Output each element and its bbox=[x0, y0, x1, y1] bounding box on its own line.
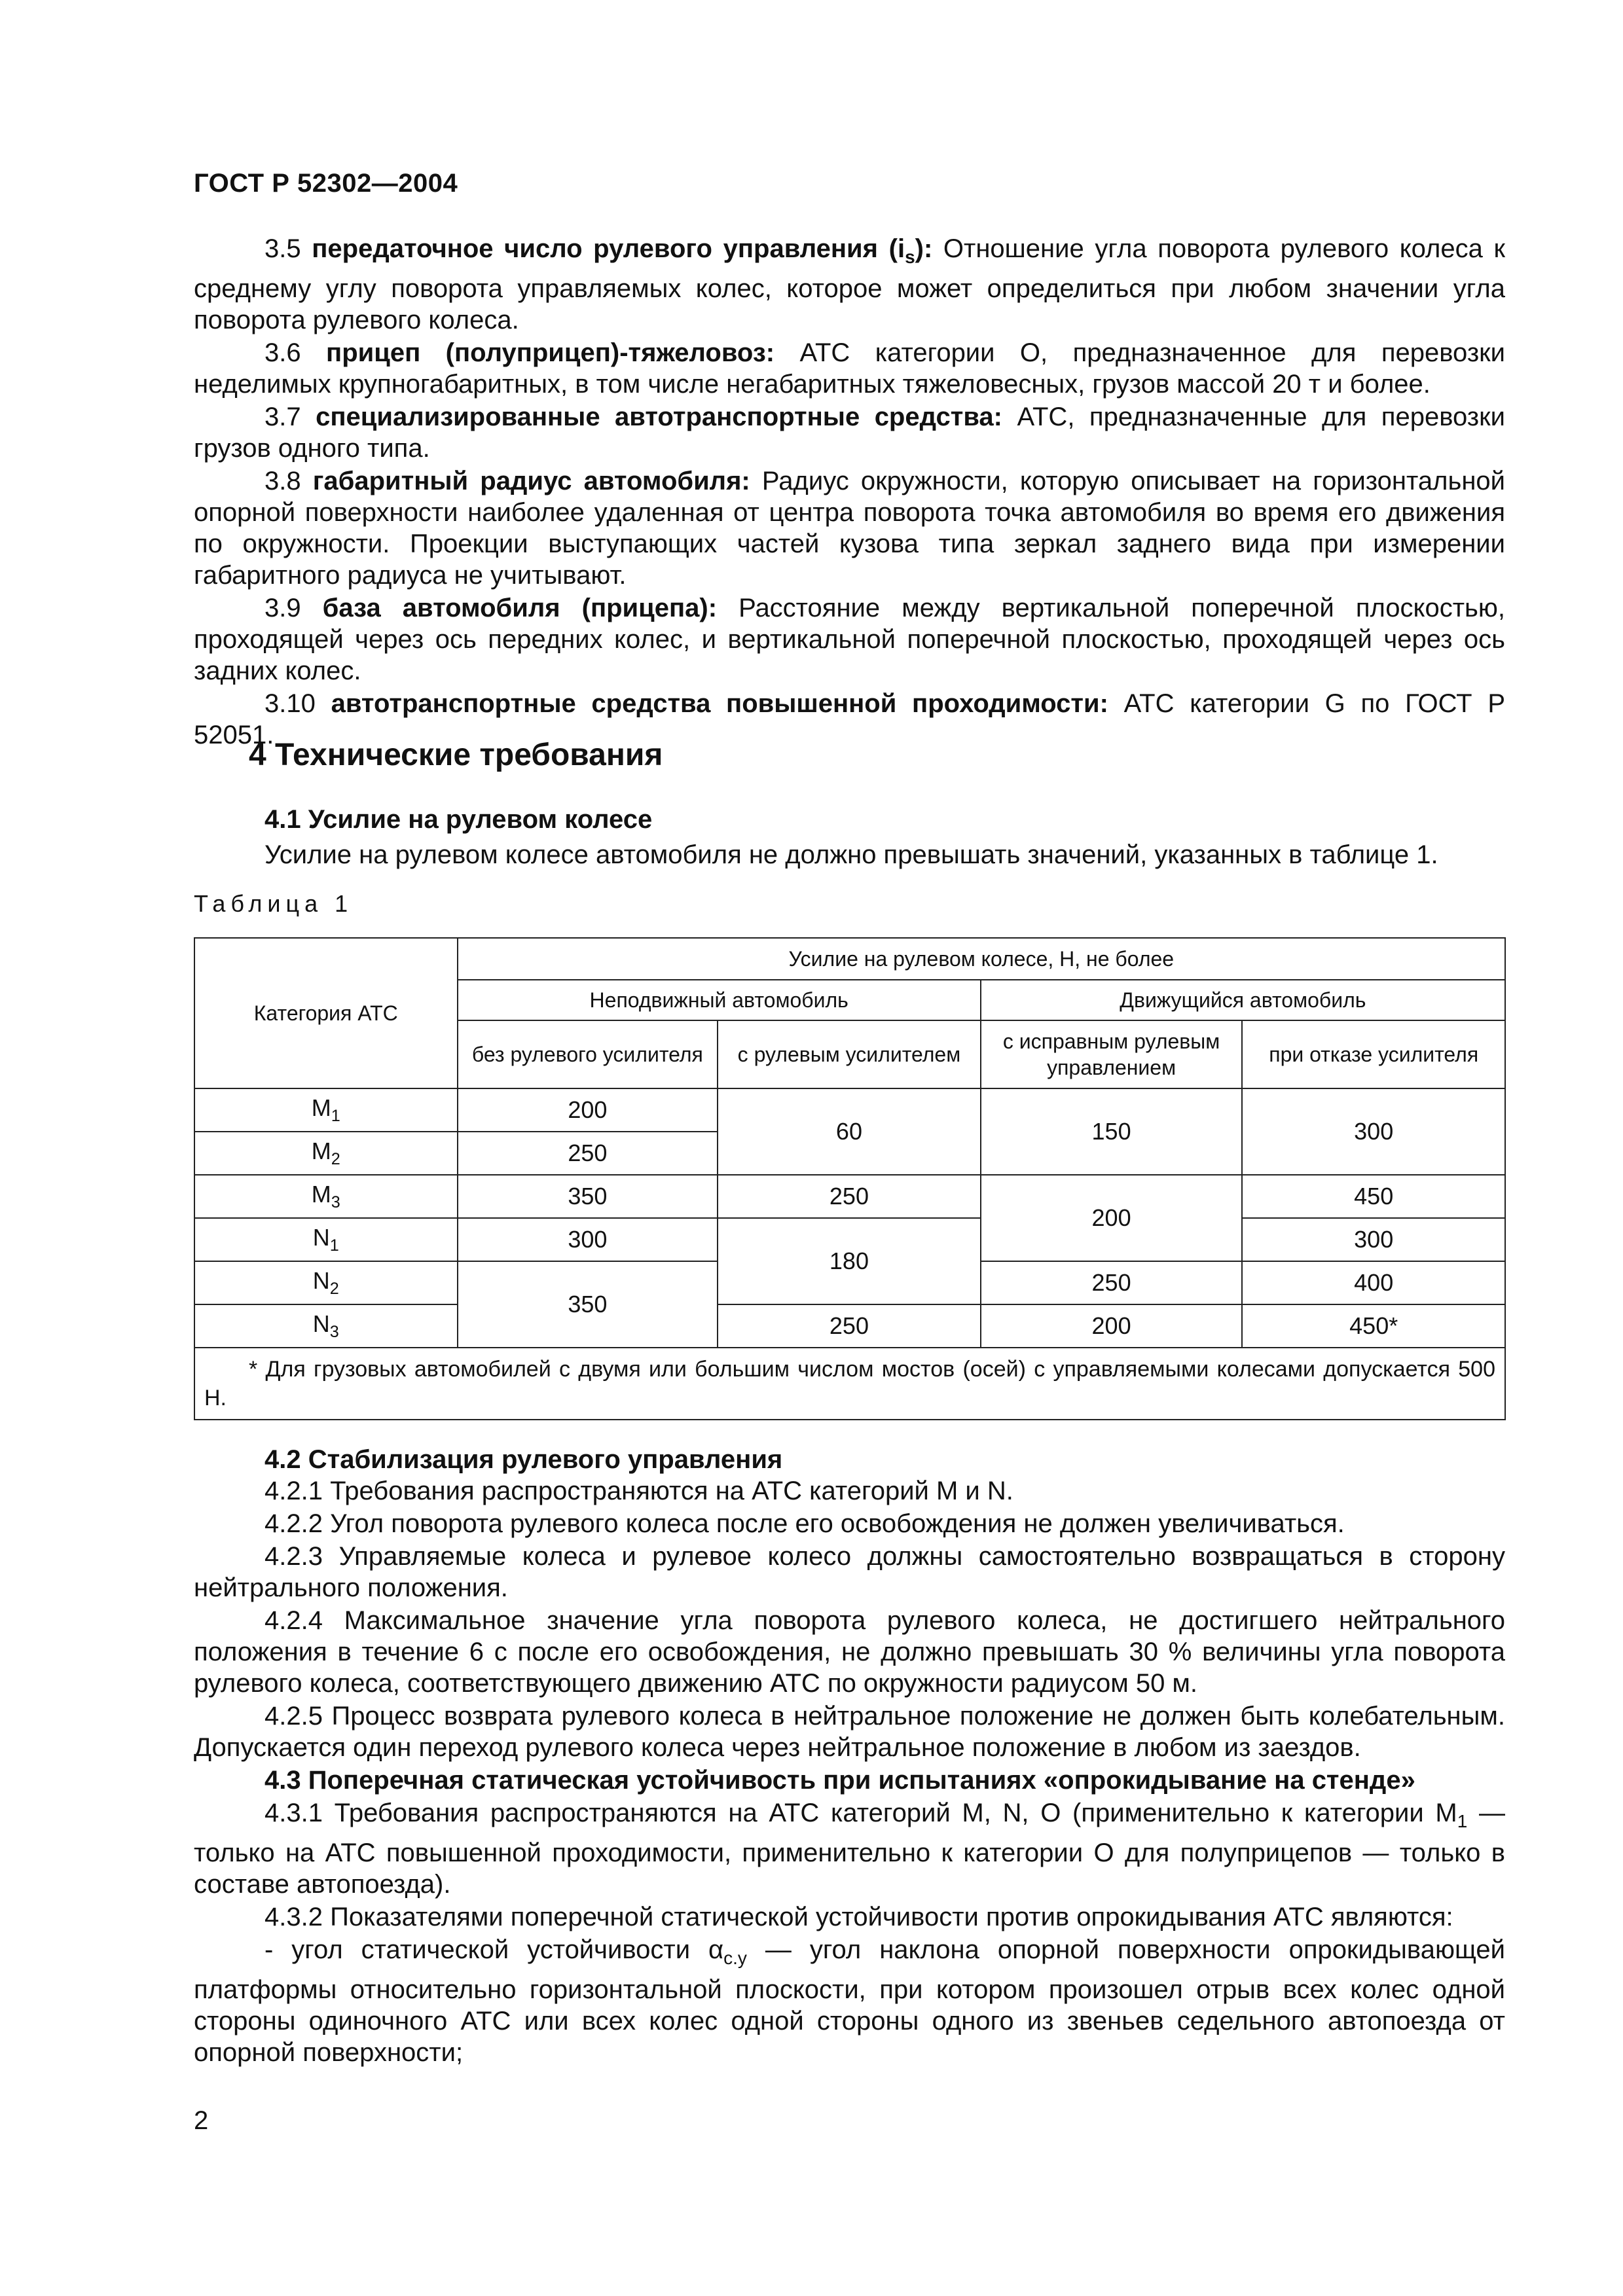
definition-3-9: 3.9 база автомобиля (прицепа): Расстояние между вертикальной поперечной плоскостью, проходящей через ось передних колес, и вертикальной поперечной плоскостью, проходящей через ось задних колес. bbox=[194, 594, 1505, 685]
value-cell: 250 bbox=[458, 1132, 718, 1175]
category-cell: $M_3$ bbox=[194, 1175, 458, 1218]
item-4-2-4: 4.2.4 Максимальное значение угла поворота рулевого колеса, не достигшего нейтрального положения в течение 6 с после его освобождения, не должно превышать 30 % величины угла поворота рулевого колеса, соответствующего движению АТС по окружности радиусом 50 м. bbox=[194, 1606, 1505, 1698]
item-4-2-3: 4.2.3 Управляемые колеса и рулевое колесо должны самостоятельно возвращаться в сторону нейтрального положения. bbox=[194, 1542, 1505, 1602]
header-moving-vehicle: Движущийся автомобиль bbox=[981, 980, 1505, 1020]
value-cell: 250 bbox=[718, 1175, 981, 1218]
item-4-2-1: 4.2.1 Требования распространяются на АТС категорий М и N. bbox=[264, 1477, 1013, 1505]
definition-3-6: 3.6 прицеп (полуприцеп)-тяжеловоз: АТС категории О, предназначенное для перевозки неделимых крупногабаритных, в том числе негабаритных тяжеловесных, грузов массой 20 т и более. bbox=[194, 338, 1505, 399]
value-cell: 350 bbox=[458, 1175, 718, 1218]
item-4-3-2: 4.3.2 Показателями поперечной статической устойчивости против опрокидывания АТС являются: bbox=[264, 1903, 1453, 1931]
category-cell: $N_3$ bbox=[194, 1304, 458, 1348]
header-force: Усилие на рулевом колесе, Н, не более bbox=[458, 938, 1505, 980]
category-cell: $N_1$ bbox=[194, 1218, 458, 1261]
definition-3-5: 3.5 передаточное число рулевого управления $(i_s)$: Отношение угла поворота рулевого колеса к среднему углу поворота управляемых колес, которое может определиться при любом значении угла поворота рулевого колеса. bbox=[194, 234, 1505, 334]
table-caption: Таблица 1 bbox=[194, 890, 354, 917]
document-header: ГОСТ Р 52302—2004 bbox=[194, 169, 458, 198]
header-working-steering: с исправным рулевым управлением bbox=[981, 1020, 1243, 1088]
value-cell: 200 bbox=[981, 1304, 1243, 1348]
item-4-3-1: 4.3.1 Требования распространяются на АТС категорий М, N, О (применительно к категории $М_1$ — только на АТС повышенной проходимости, применительно к категории О для полуприцепов — только в составе автопоезда). bbox=[194, 1799, 1505, 1899]
definition-3-8: 3.8 габаритный радиус автомобиля: Радиус окружности, которую описывает на горизонтальной опорной поверхности наиболее удаленная от центра поворота точка автомобиля во время его движения по окружности. Проекции выступающих частей кузова типа зеркал заднего вида при измерении габаритного радиуса не учитывают. bbox=[194, 467, 1505, 590]
header-booster-failure: при отказе усилителя bbox=[1242, 1020, 1505, 1088]
value-cell: 200 bbox=[981, 1175, 1243, 1261]
value-cell: 450 bbox=[1242, 1175, 1505, 1218]
header-with-booster: с рулевым усилителем bbox=[718, 1020, 981, 1088]
category-cell: $M_2$ bbox=[194, 1132, 458, 1175]
table-footnote: * Для грузовых автомобилей с двумя или большим числом мостов (осей) с управляемыми колесами допускается 500 Н. bbox=[194, 1348, 1505, 1420]
header-no-booster: без рулевого усилителя bbox=[458, 1020, 718, 1088]
item-4-2-5: 4.2.5 Процесс возврата рулевого колеса в нейтральное положение не должен быть колебательным. Допускается один переход рулевого колеса через нейтральное положение в любом из заездов. bbox=[194, 1702, 1505, 1762]
steering-force-table bbox=[194, 937, 1506, 1420]
value-cell: 150 bbox=[981, 1088, 1243, 1175]
item-4-2-2: 4.2.2 Угол поворота рулевого колеса после его освобождения не должен увеличиваться. bbox=[264, 1509, 1345, 1538]
value-cell: 180 bbox=[718, 1218, 981, 1304]
value-cell: 250 bbox=[981, 1261, 1243, 1304]
subsection-4-1-text: Усилие на рулевом колесе автомобиля не должно превышать значений, указанных в таблице 1. bbox=[264, 840, 1438, 869]
category-cell: $M_1$ bbox=[194, 1088, 458, 1132]
value-cell: 350 bbox=[458, 1261, 718, 1348]
category-cell: $N_2$ bbox=[194, 1261, 458, 1304]
subsection-4-1-heading: 4.1 Усилие на рулевом колесе bbox=[264, 805, 653, 834]
value-cell: 400 bbox=[1242, 1261, 1505, 1304]
subsection-4-2-body bbox=[194, 1475, 1505, 2068]
value-cell: 60 bbox=[718, 1088, 981, 1175]
value-cell: 250 bbox=[718, 1304, 981, 1348]
page-number: 2 bbox=[194, 2106, 209, 2135]
definition-3-10: 3.10 автотранспортные средства повышенной проходимости: АТС категории G по ГОСТ Р 52051. bbox=[194, 689, 1505, 749]
value-cell: 300 bbox=[458, 1218, 718, 1261]
header-category: Категория АТС bbox=[194, 938, 458, 1088]
value-cell: 450* bbox=[1242, 1304, 1505, 1348]
definition-3-7: 3.7 специализированные автотранспортные средства: АТС, предназначенные для перевозки грузов одного типа. bbox=[194, 403, 1505, 463]
value-cell: 300 bbox=[1242, 1088, 1505, 1175]
value-cell: 200 bbox=[458, 1088, 718, 1132]
value-cell: 300 bbox=[1242, 1218, 1505, 1261]
subsection-4-2-heading: 4.2 Стабилизация рулевого управления bbox=[264, 1445, 783, 1474]
definitions-block bbox=[194, 233, 1505, 751]
section-4-heading: 4 Технические требования bbox=[249, 738, 663, 772]
item-4-3-2-a: - угол статической устойчивости $\alpha_{с.у}$ — угол наклона опорной поверхности опрокидывающей платформы относительно горизонтальной плоскости, при котором произошел отрыв всех колес одной стороны одиночного АТС или всех колес одной стороны одного из звеньев седельного автопоезда от опорной поверхности; bbox=[194, 1935, 1506, 2067]
subsection-4-3-heading: 4.3 Поперечная статическая устойчивость при испытаниях «опрокидывание на стенде» bbox=[264, 1766, 1415, 1795]
header-static-vehicle: Неподвижный автомобиль bbox=[458, 980, 981, 1020]
